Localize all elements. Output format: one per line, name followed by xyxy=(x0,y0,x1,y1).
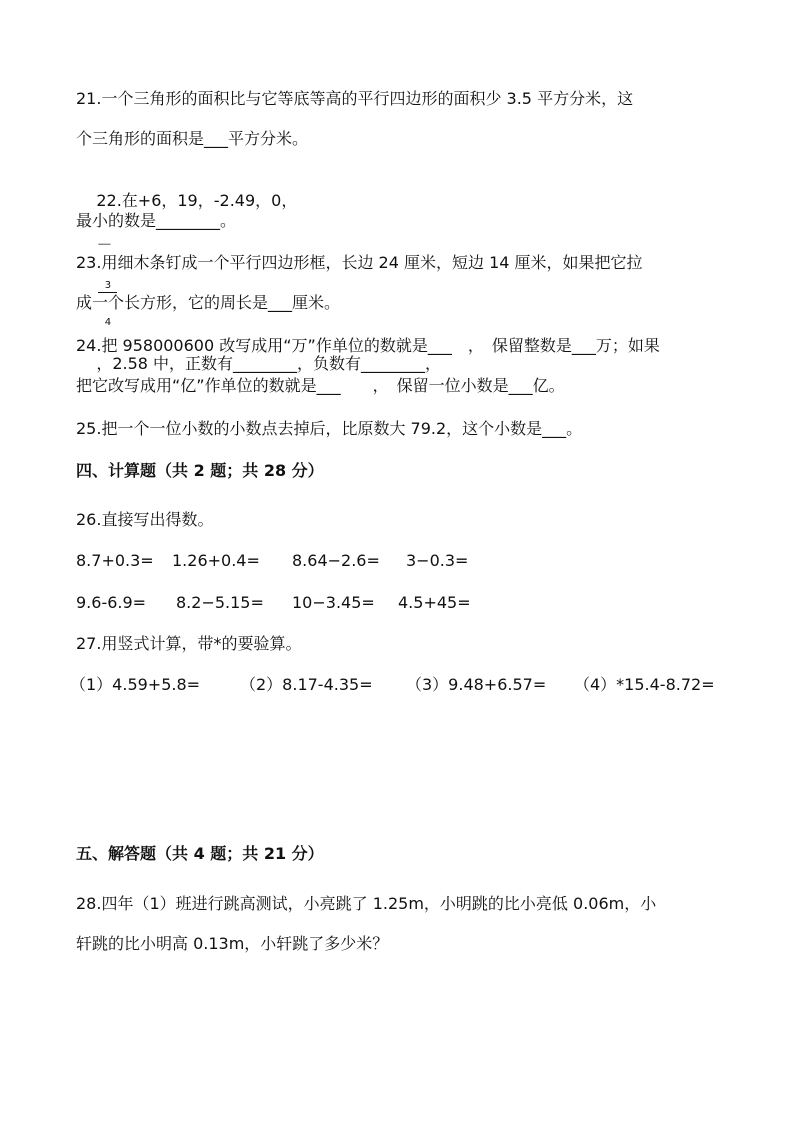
q22-part1: 22.在+6，19，-2.49，0， xyxy=(96,191,298,210)
q26-title: 26.直接写出得数。 xyxy=(76,510,214,529)
section4-title: 四、计算题（共 2 题；共 28 分） xyxy=(76,461,324,480)
q26-row2-item4: 4.5+45= xyxy=(398,593,471,612)
q26-row1-item2: 1.26+0.4= xyxy=(172,551,260,570)
q22-line1 xyxy=(76,168,441,397)
section5-title: 五、解答题（共 4 题；共 21 分） xyxy=(76,844,324,863)
q27-item1: （1）4.59+5.8= xyxy=(70,675,201,694)
q26-row1-item1: 8.7+0.3= xyxy=(76,551,154,570)
q23-line2: 成一个长方形，它的周长是___厘米。 xyxy=(76,293,341,312)
q26-row2-item1: 9.6-6.9= xyxy=(76,593,147,612)
q21-line2: 个三角形的面积是___平方分米。 xyxy=(76,129,309,148)
q22-neg-sign: － xyxy=(96,235,113,254)
q25-line1: 25.把一个一位小数的小数点去掉后，比原数大 79.2，这个小数是___。 xyxy=(76,419,583,438)
q24-line1: 24.把 958000600 改写成用“万”作单位的数就是___ ， 保留整数是___万；如果 xyxy=(76,336,660,355)
q27-title: 27.用竖式计算，带*的要验算。 xyxy=(76,634,302,653)
q27-item2: （2）8.17-4.35= xyxy=(240,675,373,694)
q23-line1: 23.用细木条钉成一个平行四边形框，长边 24 厘米，短边 14 厘米，如果把它拉 xyxy=(76,253,643,272)
q26-row1-item4: 3−0.3= xyxy=(406,551,469,570)
q28-line1: 28.四年（1）班进行跳高测试，小亮跳了 1.25m，小明跳的比小亮低 0.06m，小 xyxy=(76,894,657,913)
q26-row1-item3: 8.64−2.6= xyxy=(292,551,380,570)
q22-fraction-numerator: 3 xyxy=(98,280,117,293)
q22-fraction-denominator: 4 xyxy=(104,317,112,328)
q27-item4: （4）*15.4-8.72= xyxy=(574,675,715,694)
q24-line2: 把它改写成用“亿”作单位的数就是___ ， 保留一位小数是___亿。 xyxy=(76,376,565,395)
q27-item3: （3）9.48+6.57= xyxy=(406,675,547,694)
q21-line1: 21.一个三角形的面积比与它等底等高的平行四边形的面积少 3.5 平方分米，这 xyxy=(76,89,634,108)
q26-row2-item2: 8.2−5.15= xyxy=(176,593,264,612)
q26-row2-item3: 10−3.45= xyxy=(292,593,375,612)
q22-line2: 最小的数是________。 xyxy=(76,211,237,230)
q28-line2: 轩跳的比小明高 0.13m，小轩跳了多少米？ xyxy=(76,934,389,953)
q22-part2: ，2.58 中，正数有________，负数有________， xyxy=(96,354,442,373)
